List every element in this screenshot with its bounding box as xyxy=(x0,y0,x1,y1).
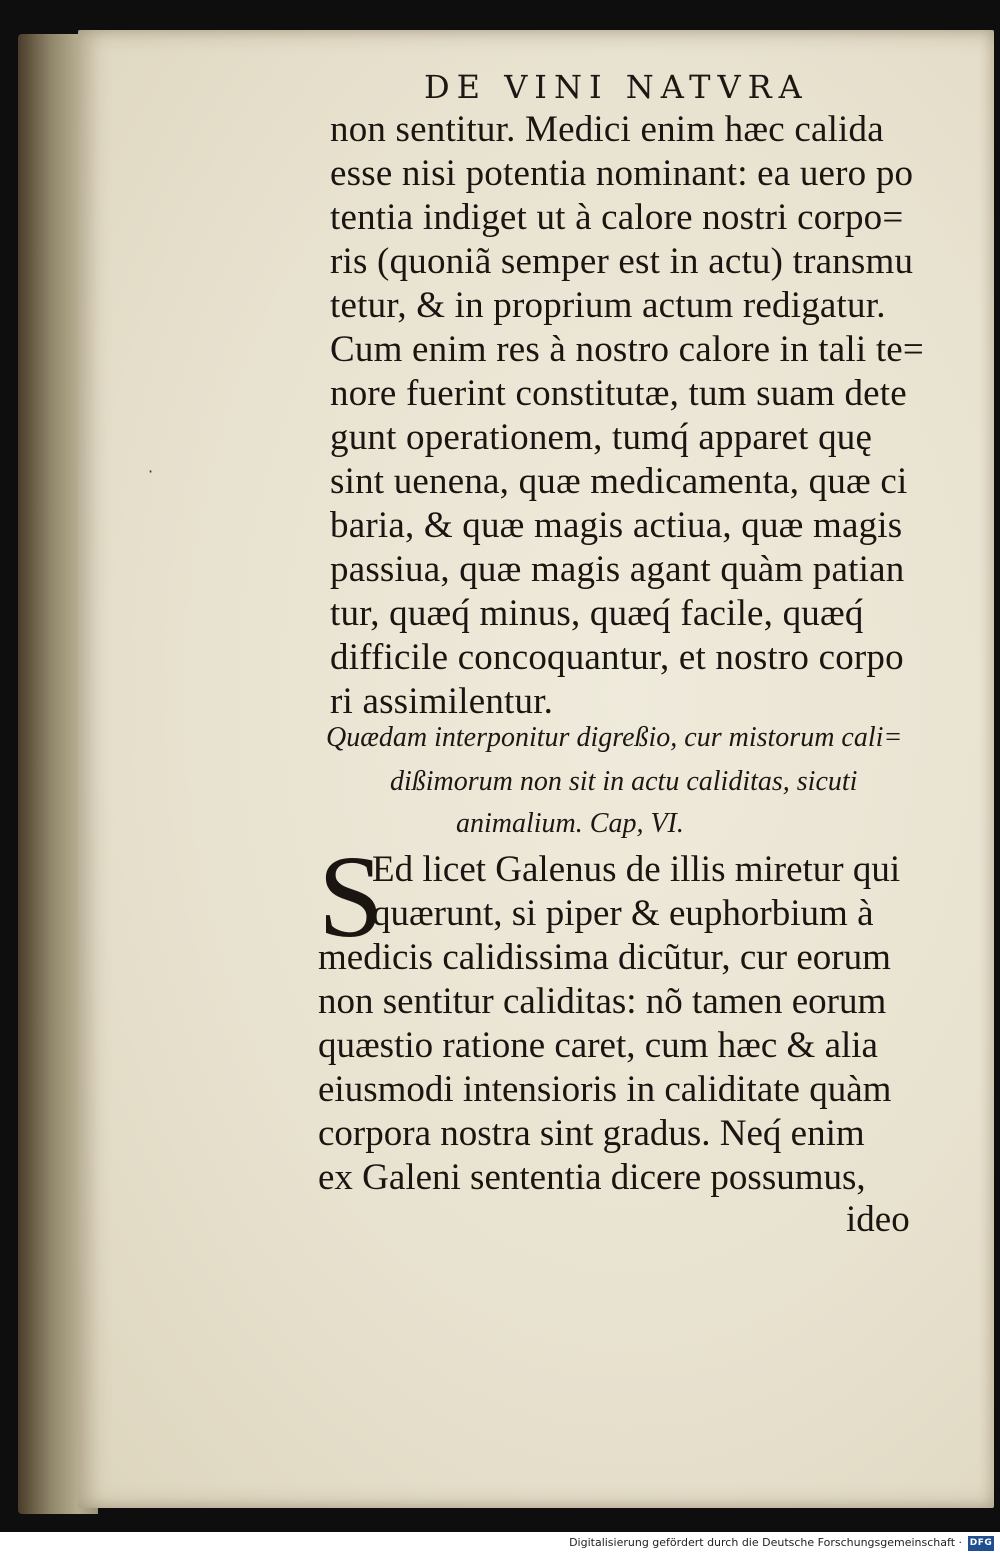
heading-line: dißimorum non sit in actu caliditas, sicuti xyxy=(390,766,858,797)
footer-bar xyxy=(0,1532,1000,1556)
dfg-logo: DFG xyxy=(968,1536,994,1551)
heading-line: Quædam interponitur digreßio, cur mistorum cali= xyxy=(326,722,903,753)
text-line: ri assimilentur. xyxy=(330,681,554,722)
text-line: non sentitur caliditas: nõ tamen eorum xyxy=(318,981,887,1022)
drop-cap: S xyxy=(318,831,384,962)
text-line: tur, quæq́ minus, quæq́ facile, quæq́ xyxy=(330,593,864,634)
text-line: sint uenena, quæ medicamenta, quæ ci xyxy=(330,461,908,502)
text-line: medicis calidissima dicũtur, cur eorum xyxy=(318,937,891,978)
text-line: tentia indiget ut à calore nostri corpo= xyxy=(330,197,904,238)
text-line: Ed licet Galenus de illis miretur qui xyxy=(372,849,901,890)
text-line: nore fuerint constitutæ, tum suam dete xyxy=(330,373,907,414)
heading-line: animalium. Cap, VI. xyxy=(456,808,684,839)
text-line: non sentitur. Medici enim hæc calida xyxy=(330,109,884,150)
text-line: eiusmodi intensioris in caliditate quàm xyxy=(318,1069,892,1110)
running-head: DE VINI NATVRA xyxy=(424,68,809,106)
text-line: passiua, quæ magis agant quàm patian xyxy=(330,549,905,590)
catchword: ideo xyxy=(846,1199,910,1240)
text-line: gunt operationem, tumq́ apparet quę xyxy=(330,417,873,458)
funding-credit: Digitalisierung gefördert durch die Deutsche Forschungsgemeinschaft · xyxy=(569,1536,962,1549)
text-line: ris (quoniã semper est in actu) transmu xyxy=(330,241,914,282)
text-line: ex Galeni sententia dicere possumus, xyxy=(318,1157,866,1198)
text-line: baria, & quæ magis actiua, quæ magis xyxy=(330,505,903,546)
text-line: tetur, & in proprium actum redigatur. xyxy=(330,285,886,326)
text-line: difficile concoquantur, et nostro corpo xyxy=(330,637,904,678)
text-line: quærunt, si piper & euphorbium à xyxy=(372,893,874,934)
text-line: corpora nostra sint gradus. Neq́ enim xyxy=(318,1113,865,1154)
text-line: quæstio ratione caret, cum hæc & alia xyxy=(318,1025,878,1066)
text-line: Cum enim res à nostro calore in tali te= xyxy=(330,329,924,370)
margin-mark: · xyxy=(148,462,154,481)
text-line: esse nisi potentia nominant: ea uero po xyxy=(330,153,914,194)
